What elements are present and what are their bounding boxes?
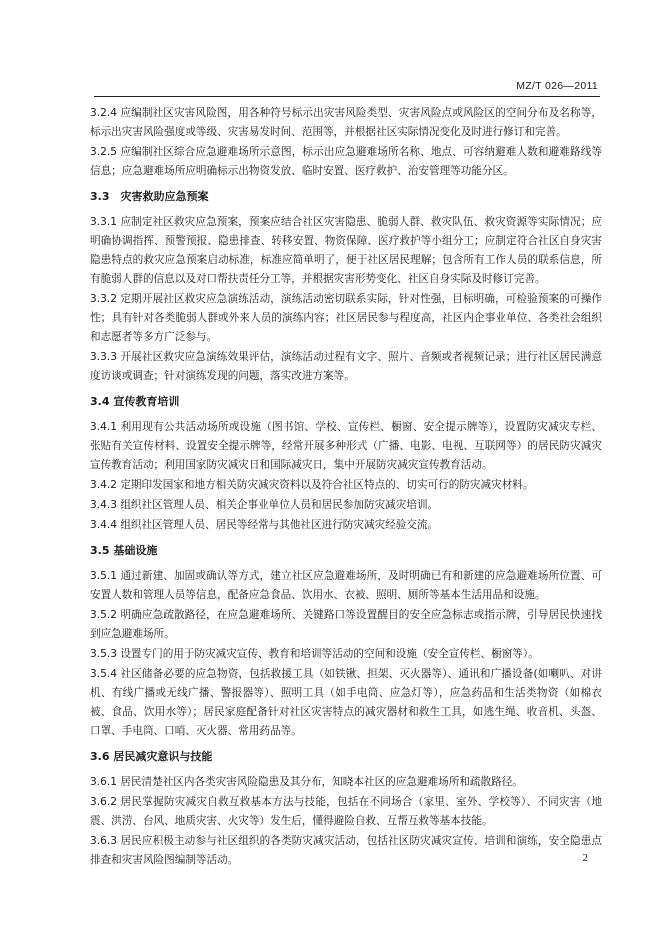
clause-paragraph — [90, 348, 602, 386]
clause-paragraph — [90, 645, 602, 664]
clause-text: 组织社区管理人员、居民等经常与其他社区进行防灾减灾经验交流。 — [120, 519, 439, 531]
clause-text: 居民应积极主动参与社区组织的各类防灾减灾活动，包括社区防灾减灾宣传、培训和演练，安全隐患点排查和灾害风险图编制等活动。 — [90, 835, 602, 866]
clause-text: 通过新建、加固或确认等方式，建立社区应急避难场所，及时明确已有和新建的应急避难场所位置、可安置人数和管理人员等信息，配备应急食品、饮用水、衣被、照明、厕所等基本生活用品和设施。 — [90, 570, 602, 601]
clause-number: 3.4.1 — [90, 421, 117, 433]
clause-paragraph — [90, 516, 602, 535]
clause-text: 开展社区救灾应急演练效果评估，演练活动过程有文字、照片、音频或者视频记录；进行社区居民满意度访谈或调查；针对演练发现的问题，落实改进方案等。 — [90, 351, 602, 382]
clause-number: 3.5.1 — [90, 570, 117, 582]
clause-number: 3.4.2 — [90, 479, 117, 491]
document-body — [90, 104, 602, 871]
clause-paragraph — [90, 143, 602, 181]
clause-text: 定期印发国家和地方相关防灾减灾资料以及符合社区特点的、切实可行的防灾减灾材料。 — [120, 479, 534, 491]
section-heading: 3.4 宣传教育培训 — [90, 395, 180, 408]
clause-number: 3.2.4 — [90, 107, 117, 119]
clause-number: 3.3.3 — [90, 351, 117, 363]
clause-number: 3.4.3 — [90, 499, 117, 511]
header-rule — [94, 96, 600, 97]
clause-paragraph — [90, 496, 602, 515]
clause-paragraph — [90, 476, 602, 495]
clause-number: 3.6.2 — [90, 796, 117, 808]
clause-number: 3.3.2 — [90, 293, 117, 305]
clause-text: 利用现有公共活动场所或设施（图书馆、学校、宣传栏、橱窗、安全提示牌等），设置防灾减灾专栏、张贴有关宣传材料、设置安全提示牌等，经常开展多种形式（广播、电影、电视、互联网等）的居民防灾减灾宣传教育活动；利用国家防灾减灾日和国际减灾日，集中开展防灾减灾宣传教育活动。 — [90, 421, 602, 471]
clause-text: 居民清楚社区内各类灾害风险隐患及其分布，知晓本社区的应急避难场所和疏散路径。 — [120, 776, 523, 788]
clause-text: 明确应急疏散路径，在应急避难场所、关键路口等设置醒目的安全应急标志或指示牌，引导居民快速找到应急避难场所。 — [90, 609, 602, 640]
clause-number: 3.5.4 — [90, 668, 117, 680]
clause-paragraph — [90, 773, 602, 792]
clause-paragraph — [90, 213, 602, 289]
clause-paragraph — [90, 793, 602, 831]
section-heading: 3.3 灾害救助应急预案 — [90, 190, 209, 203]
clause-number: 3.3.1 — [90, 216, 117, 228]
clause-number: 3.2.5 — [90, 146, 117, 158]
clause-number: 3.6.1 — [90, 776, 117, 788]
clause-text: 应编制社区灾害风险图，用各种符号标示出灾害风险类型、灾害风险点或风险区的空间分布及名称等，标示出灾害风险强度或等级、灾害易发时间、范围等，并根据社区实际情况变化及时进行修订和完善。 — [90, 107, 602, 138]
clause-text: 社区储备必要的应急物资，包括救援工具（如铁锹、担架、灭火器等）、通讯和广播设备(如喇叭、对讲机、有线广播或无线广播、警报器等）、照明工具（如手电筒、应急灯等），应急药品和生活类物资（如棉衣被、食品、饮用水等）；居民家庭配备针对社区灾害特点的减灾器材和救生工具，如逃生绳、收音机、头盔、口罩、手电筒、口哨、灭火器、常用药品等。 — [90, 668, 602, 737]
section-heading: 3.6 居民减灾意识与技能 — [90, 750, 213, 763]
clause-paragraph — [90, 606, 602, 644]
clause-paragraph — [90, 290, 602, 347]
standard-code: MZ/T 026—2011 — [516, 80, 598, 92]
clause-number: 3.5.2 — [90, 609, 117, 621]
section-heading: 3.5 基础设施 — [90, 544, 158, 557]
clause-text: 应编制社区综合应急避难场所示意图，标示出应急避难场所名称、地点、可容纳避难人数和避难路线等信息；应急避难场所应明确标示出物资发放、临时安置、医疗救护、治安管理等功能分区。 — [90, 146, 602, 177]
clause-paragraph — [90, 104, 602, 142]
clause-text: 设置专门的用于防灾减灾宣传、教育和培训等活动的空间和设施（安全宣传栏、橱窗等）。 — [120, 648, 539, 660]
clause-text: 定期开展社区救灾应急演练活动，演练活动密切联系实际，针对性强，目标明确，可检验预案的可操作性；具有针对各类脆弱人群或外来人员的演练内容；社区居民参与程度高，社区内企事业单位、各类社会组织和志愿者等多方广泛参与。 — [90, 293, 602, 343]
page-number: 2 — [582, 852, 588, 864]
clause-number: 3.4.4 — [90, 519, 117, 531]
clause-paragraph — [90, 567, 602, 605]
clause-number: 3.6.3 — [90, 835, 117, 847]
clause-paragraph — [90, 832, 602, 870]
clause-number: 3.5.3 — [90, 648, 117, 660]
clause-text: 居民掌握防灾减灾自救互救基本方法与技能，包括在不同场合（家里、室外、学校等）、不同灾害（地震、洪涝、台风、地质灾害、火灾等）发生后，懂得避险自救、互帮互救等基本技能。 — [90, 796, 602, 827]
clause-text: 应制定社区救灾应急预案，预案应结合社区灾害隐患、脆弱人群、救灾队伍、救灾资源等实际情况；应明确协调指挥、预警预报、隐患排查、转移安置、物资保障、医疗救护等小组分工；应制定符合社区自身灾害隐患特点的救灾应急预案启动标准，标准应简单明了，便于社区居民理解；包含所有工作人员的联系信息，所有脆弱人群的信息以及对口帮扶责任分工等，并根据灾害形势变化、社区自身实际及时修订完善。 — [90, 216, 602, 285]
clause-text: 组织社区管理人员、相关企事业单位人员和居民参加防灾减灾培训。 — [120, 499, 439, 511]
clause-paragraph — [90, 665, 602, 741]
clause-paragraph — [90, 418, 602, 475]
